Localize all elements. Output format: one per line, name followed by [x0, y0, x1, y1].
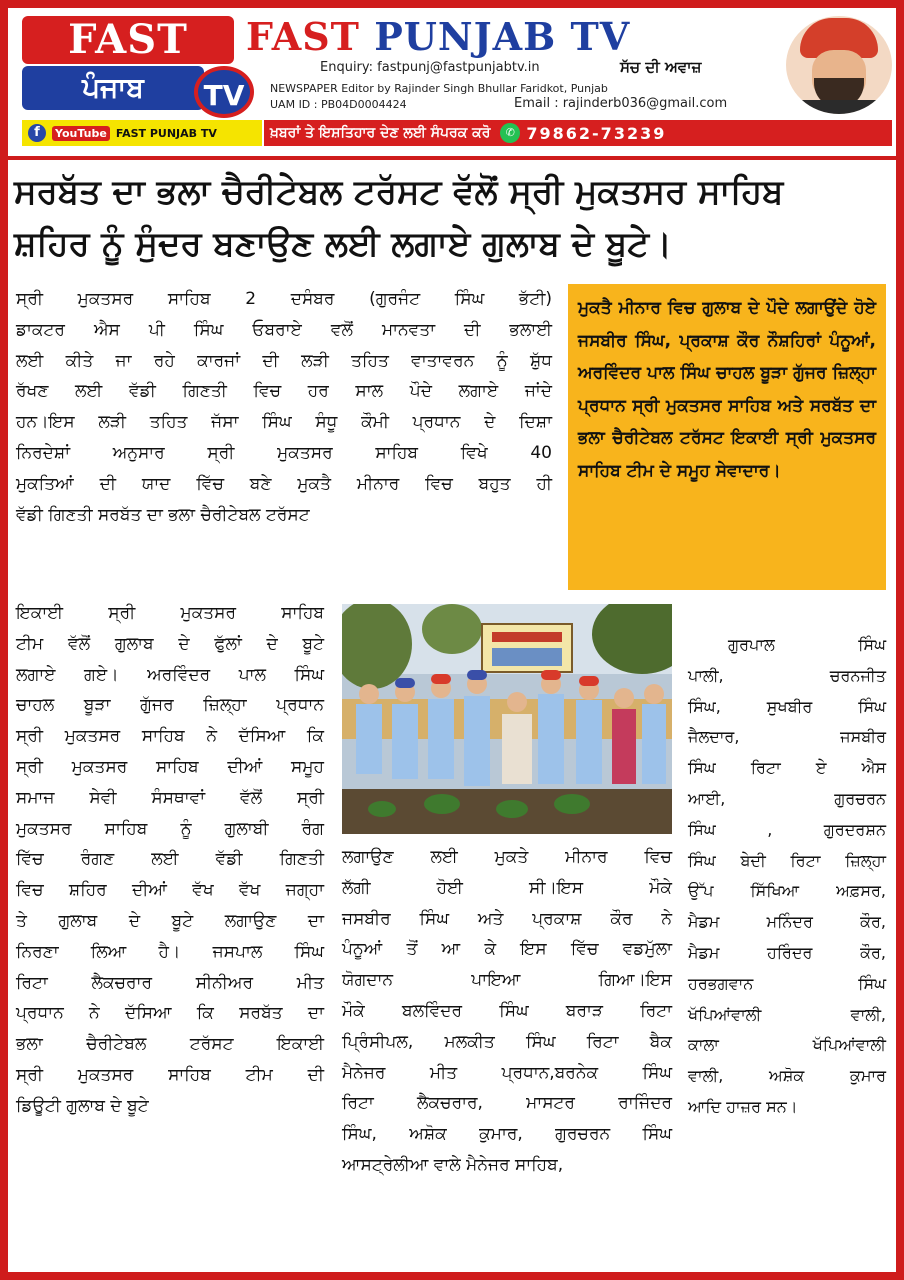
column-line: ਸਿੰਘ ਬੇਦੀ ਰਿਟਾ ਜ਼ਿਲ੍ਹਾ — [688, 850, 886, 870]
phone-number: 79862-73239 — [526, 123, 667, 143]
article-intro — [16, 284, 552, 530]
column-line: ਸ੍ਰੀ ਮੁਕਤਸਰ ਸਾਹਿਬ ਦੀਆਂ ਸਮੂਹ — [16, 756, 324, 777]
column-line: ਟੀਮ ਵੱਲੋਂ ਗੁਲਾਬ ਦੇ ਫੁੱਲਾਂ ਦੇ ਬੂਟੇ — [16, 633, 324, 654]
column-line: ਚਾਹਲ ਬੂੜਾ ਗੁੱਜਰ ਜ਼ਿਲ੍ਹਾ ਪ੍ਰਧਾਨ — [16, 695, 324, 716]
column-line: ਸਮਾਜ ਸੇਵੀ ਸੰਸਥਾਵਾਂ ਵੱਲੋਂ ਸ੍ਰੀ — [16, 787, 324, 808]
intro-line: ਰੱਖਣ ਲਈ ਵੱਡੀ ਗਿਣਤੀ ਵਿਚ ਹਰ ਸਾਲ ਪੌਦੇ ਲਗਾਏ ਜਾਂਦੇ — [16, 381, 552, 402]
column-line: ਵਿੱਚ ਰੰਗਣ ਲਈ ਵੱਡੀ ਗਿਣਤੀ — [16, 849, 324, 870]
logo-tv-badge: TV — [194, 66, 254, 118]
contact-text: ਖ਼ਬਰਾਂ ਤੇ ਇਸ਼ਤਿਹਾਰ ਦੇਣ ਲਈ ਸੰਪਰਕ ਕਰੋ — [270, 125, 491, 141]
article-column-middle — [342, 842, 672, 1181]
column-line: ਗੁਰਪਾਲ ਸਿੰਘ — [728, 635, 886, 654]
editor-portrait — [786, 16, 892, 114]
brand-title-fast: FAST — [246, 14, 375, 59]
column-line: ਖੱਪਿਆਂਵਾਲੀ ਵਾਲੀ, — [688, 1004, 886, 1024]
column-line: ਮੌਕੇ ਬਲਵਿੰਦਰ ਸਿੰਘ ਬਰਾੜ ਰਿਟਾ — [342, 1000, 672, 1021]
column-line: ਆਈ, ਗੁਰਚਰਨ — [688, 788, 886, 808]
column-line: ਸਿੰਘ, ਸੁਖਬੀਰ ਸਿੰਘ — [688, 696, 886, 716]
contact-strip — [22, 120, 892, 146]
column-line: ਨਿਰਣਾ ਲਿਆ ਹੈ। ਜਸਪਾਲ ਸਿੰਘ — [16, 941, 324, 962]
intro-line: ਹਨ।ਇਸ ਲੜੀ ਤਹਿਤ ਜੱਸਾ ਸਿੰਘ ਸੰਧੂ ਕੌਮੀ ਪ੍ਰਧਾਨ ਦੇ ਦਿਸ਼ਾ — [16, 412, 552, 433]
editor-email: Email : rajinderb036@gmail.com — [514, 96, 728, 111]
newspaper-page — [8, 8, 896, 1272]
photo-caption: ਮੁਕਤੈ ਮੀਨਾਰ ਵਿਚ ਗੁਲਾਬ ਦੇ ਪੌਦੇ ਲਗਾਉਂਦੇ ਹੋਏ ਜਸਬੀਰ ਸਿੰਘ, ਪ੍ਰਕਾਸ਼ ਕੌਰ ਨੌਸ਼ਹਿਰਾਂ ਪੰਨੂਆਂ, ਅਰਵਿੰਦਰ ਪਾਲ ਸਿੰਘ ਚਾਹਲ ਬੂੜਾ ਗੁੱਜਰ ਜ਼ਿਲ੍ਹਾ ਪ੍ਰਧਾਨ ਸ੍ਰੀ ਮੁਕਤਸਰ ਸਾਹਿਬ ਅਤੇ ਸਰਬੱਤ ਦਾ ਭਲਾ ਚੈਰੀਟੇਬਲ ਟਰੱਸਟ ਇਕਾਈ ਸ੍ਰੀ ਮੁਕਤਸਰ ਸਾਹਿਬ ਟੀਮ ਦੇ ਸਮੂਹ ਸੇਵਾਦਾਰ। — [568, 284, 886, 590]
column-line: ਲਗਾਏ ਗਏ। ਅਰਵਿੰਦਰ ਪਾਲ ਸਿੰਘ — [16, 664, 324, 685]
brand-title — [246, 14, 630, 59]
column-line: ਸ੍ਰੀ ਮੁਕਤਸਰ ਸਾਹਿਬ ਟੀਮ ਦੀ — [16, 1064, 324, 1085]
column-line: ਹਰਭਗਵਾਨ ਸਿੰਘ — [688, 973, 886, 993]
article-column-left — [16, 598, 324, 1122]
intro-line: ਲਈ ਕੀਤੇ ਜਾ ਰਹੇ ਕਾਰਜਾਂ ਦੀ ਲੜੀ ਤਹਿਤ ਵਾਤਾਵਰਨ ਨੂੰ ਸ਼ੁੱਧ — [16, 350, 552, 371]
column-line: ਸਿੰਘ , ਗੁਰਦਰਸ਼ਨ — [688, 819, 886, 839]
column-line: ਭਲਾ ਚੈਰੀਟੇਬਲ ਟਰੱਸਟ ਇਕਾਈ — [16, 1034, 324, 1055]
column-line: ਪ੍ਰਧਾਨ ਨੇ ਦੱਸਿਆ ਕਿ ਸਰਬੱਤ ਦਾ — [16, 1003, 324, 1024]
column-line: ਸਿੰਘ ਰਿਟਾ ਏ ਐਸ — [688, 758, 886, 778]
enquiry-email: Enquiry: fastpunj@fastpunjabtv.in — [320, 60, 540, 75]
column-line: ਮੈਡਮ ਹਰਿੰਦਰ ਕੌਰ, — [688, 942, 886, 962]
column-line: ਮੁਕਤਸਰ ਸਾਹਿਬ ਨੂੰ ਗੁਲਾਬੀ ਰੰਗ — [16, 818, 324, 839]
fast-punjab-tv-logo — [22, 16, 256, 116]
column-line: ਵਿਚ ਸ਼ਹਿਰ ਦੀਆਂ ਵੱਖ ਵੱਖ ਜਗ੍ਹਾ — [16, 880, 324, 901]
column-line: ਲੱਗੀ ਹੋਈ ਸੀ।ਇਸ ਮੌਕੇ — [342, 877, 672, 898]
column-line: ਸ੍ਰੀ ਮੁਕਤਸਰ ਸਾਹਿਬ ਨੇ ਦੱਸਿਆ ਕਿ — [16, 726, 324, 747]
column-line: ਤੇ ਗੁਲਾਬ ਦੇ ਬੂਟੇ ਲਗਾਉਣ ਦਾ — [16, 910, 324, 931]
column-line: ਰਿਟਾ ਲੈਕਚਰਾਰ, ਮਾਸਟਰ ਰਾਜਿੰਦਰ — [342, 1093, 672, 1114]
headline-line-1: ਸਰਬੱਤ ਦਾ ਭਲਾ ਚੈਰੀਟੇਬਲ ਟਰੱਸਟ ਵੱਲੋਂ ਸ੍ਰੀ ਮੁਕਤਸਰ ਸਾਹਿਬ — [14, 172, 784, 212]
column-line: ਆਦਿ ਹਾਜ਼ਰ ਸਨ। — [688, 1096, 798, 1116]
column-line: ਜਸਬੀਰ ਸਿੰਘ ਅਤੇ ਪ੍ਰਕਾਸ਼ ਕੌਰ ਨੇ — [342, 908, 672, 929]
column-line: ਜੈਲਦਾਰ, ਜਸਬੀਰ — [688, 727, 886, 747]
column-line: ਵਾਲੀ, ਅਸ਼ੋਕ ਕੁਮਾਰ — [688, 1066, 886, 1086]
masthead — [8, 8, 896, 116]
social-links — [22, 120, 262, 146]
column-line: ਇਕਾਈ ਸ੍ਰੀ ਮੁਕਤਸਰ ਸਾਹਿਬ — [16, 603, 324, 623]
brand-title-punjab-tv: PUNJAB TV — [374, 14, 631, 59]
channel-name: FAST PUNJAB TV — [115, 126, 217, 140]
uam-id: UAM ID : PB04D0004424 — [270, 98, 407, 111]
tree-planting-photo — [342, 604, 672, 834]
headline-line-2: ਸ਼ਹਿਰ ਨੂੰ ਸੁੰਦਰ ਬਣਾਉਣ ਲਈ ਲਗਾਏ ਗੁਲਾਬ ਦੇ ਬੂਟੇ। — [14, 224, 672, 264]
logo-punjab-text: ਪੰਜਾਬ — [22, 66, 204, 110]
column-line: ਯੋਗਦਾਨ ਪਾਇਆ ਗਿਆ।ਇਸ — [342, 970, 672, 991]
whatsapp-icon: ✆ — [500, 123, 520, 143]
intro-line: ਵੱਡੀ ਗਿਣਤੀ ਸਰਬੱਤ ਦਾ ਭਲਾ ਚੈਰੀਟੇਬਲ ਟਰੱਸਟ — [16, 504, 310, 525]
intro-line: ਨਿਰਦੇਸ਼ਾਂ ਅਨੁਸਾਰ ਸ੍ਰੀ ਮੁਕਤਸਰ ਸਾਹਿਬ ਵਿਖੇ 40 — [16, 442, 552, 463]
article-headline — [14, 166, 892, 270]
logo-fast-text: FAST — [22, 16, 234, 64]
article-photo — [342, 604, 672, 834]
column-line: ਰਿਟਾ ਲੈਕਚਰਾਰ ਸੀਨੀਅਰ ਮੀਤ — [16, 972, 324, 993]
column-line: ਆਸਟ੍ਰੇਲੀਆ ਵਾਲੇ ਮੈਨੇਜਰ ਸਾਹਿਬ, — [342, 1154, 564, 1175]
article-column-right — [688, 630, 886, 1123]
slogan: ਸੱਚ ਦੀ ਅਵਾਜ਼ — [620, 58, 702, 76]
column-line: ਮੈਨੇਜਰ ਮੀਤ ਪ੍ਰਧਾਨ,ਬਰਨੇਕ ਸਿੰਘ — [342, 1062, 672, 1083]
youtube-icon[interactable]: YouTube — [52, 126, 110, 141]
column-line: ਪੰਨੂਆਂ ਤੋਂ ਆ ਕੇ ਇਸ ਵਿੱਚ ਵਡਮੁੱਲਾ — [342, 939, 672, 960]
facebook-icon[interactable]: f — [28, 124, 46, 142]
column-line: ਲਗਾਉਣ ਲਈ ਮੁਕਤੇ ਮੀਨਾਰ ਵਿਚ — [342, 847, 672, 867]
intro-line: ਮੁਕਤਿਆਂ ਦੀ ਯਾਦ ਵਿੱਚ ਬਣੇ ਮੁਕਤੈ ਮੀਨਾਰ ਵਿਚ ਬਹੁਤ ਹੀ — [16, 473, 552, 494]
column-line: ਕਾਲਾ ਖੱਪਿਆਂਵਾਲੀ — [688, 1035, 886, 1055]
column-line: ਸਿੰਘ, ਅਸ਼ੋਕ ਕੁਮਾਰ, ਗੁਰਚਰਨ ਸਿੰਘ — [342, 1124, 672, 1145]
column-line: ਮੈਡਮ ਮਨਿੰਦਰ ਕੌਰ, — [688, 912, 886, 932]
column-line: ਉੱਪ ਸਿੱਖਿਆ ਅਫ਼ਸਰ, — [688, 881, 886, 901]
editor-line: NEWSPAPER Editor by Rajinder Singh Bhullar Faridkot, Punjab — [270, 82, 608, 95]
portrait-shirt-shape — [786, 100, 892, 114]
column-line: ਪਾਲੀ, ਚਰਨਜੀਤ — [688, 665, 886, 685]
contact-banner — [264, 120, 892, 146]
intro-line: ਡਾਕਟਰ ਐਸ ਪੀ ਸਿੰਘ ਓਬਰਾਏ ਵਲੋਂ ਮਾਨਵਤਾ ਦੀ ਭਲਾਈ — [16, 319, 552, 340]
column-line: ਪ੍ਰਿੰਸੀਪਲ, ਮਲਕੀਤ ਸਿੰਘ ਰਿਟਾ ਬੈਕ — [342, 1031, 672, 1052]
column-line: ਡਿਊਟੀ ਗੁਲਾਬ ਦੇ ਬੂਟੇ — [16, 1095, 149, 1116]
intro-line: ਸ੍ਰੀ ਮੁਕਤਸਰ ਸਾਹਿਬ 2 ਦਸੰਬਰ (ਗੁਰਜੰਟ ਸਿੰਘ ਭੱਟੀ) — [16, 289, 552, 309]
masthead-divider — [8, 156, 896, 160]
